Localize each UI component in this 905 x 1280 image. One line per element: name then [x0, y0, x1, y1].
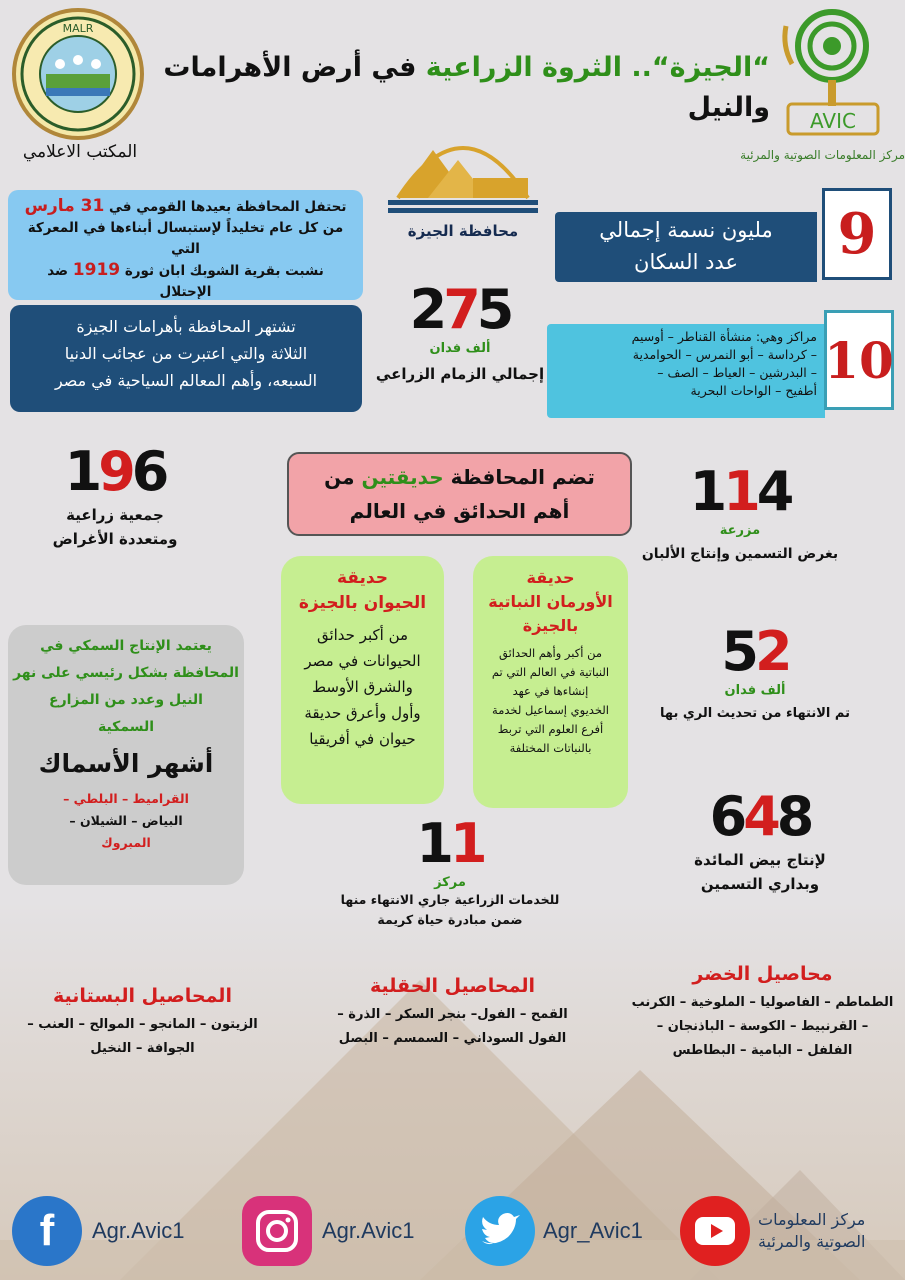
- gardens-banner: [287, 452, 632, 536]
- associations-line1: جمعية زراعية: [66, 506, 164, 524]
- service-centers-line1: للخدمات الزراعية جاري الانتهاء منها: [340, 892, 560, 907]
- fish-line1: يعتمد الإنتاج السمكي في: [40, 638, 212, 654]
- farmland-stat: [375, 278, 545, 386]
- farms-unit: مزرعة: [719, 523, 761, 538]
- centers-line2: – كرداسة – أبو النمرس – الحوامدية: [632, 347, 817, 362]
- orman-head1: حديقة: [526, 568, 575, 587]
- farms-stat: [640, 460, 840, 566]
- instagram-icon: [242, 1196, 312, 1266]
- fish-types-red1: القراميط – البلطي –: [63, 791, 189, 806]
- zoo-head1: حديقة: [337, 568, 388, 588]
- population-line1: مليون نسمة إجمالي: [599, 218, 773, 242]
- national-day-line1: تحتفل المحافظة بعيدها القومي في: [109, 199, 347, 215]
- centers-banner: [547, 310, 900, 422]
- centers-line3: – البدرشين – العياط – الصف –: [657, 365, 817, 380]
- zoo-line3: والشرق الأوسط: [312, 678, 413, 696]
- centers-line4: أطفيح – الواحات البحرية: [690, 383, 817, 398]
- ministry-caption: المكتب الاعلامي: [22, 142, 138, 162]
- orman-head2: الأورمان النباتية: [488, 592, 613, 611]
- national-day-line2: من كل عام تخليداً لإستبسال أبناءها في المعركة التي: [27, 220, 344, 257]
- ministry-logo: [12, 8, 144, 140]
- orman-line5: أفرع العلوم التي تربط: [497, 722, 604, 736]
- orman-line4: الخديوي إسماعيل لخدمة: [492, 703, 609, 717]
- horticulture-line2: الجوافة – النخيل: [90, 1041, 195, 1056]
- zoo-line4: وأول وأعرق حديقة: [304, 704, 421, 722]
- orman-line3: إنشاءها في عهد: [512, 684, 589, 698]
- horticulture-line1: الزيتون – المانجو – الموالح – العنب –: [27, 1017, 258, 1032]
- associations-line2: ومتعددة الأغراض: [52, 530, 178, 548]
- orman-line2: النباتية في العالم التي تم: [491, 665, 610, 679]
- giza-logo-text: محافظة الجيزة: [407, 222, 519, 240]
- poultry-stat: [660, 785, 860, 896]
- avic-logo-text: AVIC: [810, 109, 856, 133]
- zoo-line5: حيوان في أفريقيا: [309, 730, 416, 748]
- field-title: المحاصيل الحقلية: [370, 975, 535, 997]
- pyramids-note-line1: تشتهر المحافظة بأهرامات الجيزة: [76, 317, 296, 336]
- centers-line1: مراكز وهي: منشأة القناطر – أوسيم: [631, 329, 817, 344]
- instagram-handle: Agr.Avic1: [322, 1218, 415, 1243]
- title-wealth: الثروة الزراعية: [425, 52, 622, 83]
- youtube-line1: مركز المعلومات: [758, 1210, 866, 1229]
- twitter-handle: Agr_Avic1: [543, 1218, 643, 1243]
- horticulture-title: المحاصيل البستانية: [53, 985, 232, 1007]
- twitter-icon: [465, 1196, 535, 1266]
- field-crops: [320, 975, 585, 1051]
- avic-logo: [768, 6, 898, 146]
- national-day-box: [8, 190, 363, 300]
- twitter-link[interactable]: [465, 1192, 675, 1270]
- national-day-year: 1919: [72, 260, 121, 280]
- associations-stat: [30, 440, 200, 551]
- gardens-banner-green: حديقتين: [361, 465, 444, 489]
- zoo-line2: الحيوانات في مصر: [304, 652, 421, 670]
- ministry-logo-text: MALR: [62, 22, 94, 35]
- farmland-unit: ألف فدان: [429, 341, 491, 356]
- vegetables-title: محاصيل الخضر: [692, 963, 833, 985]
- irrigation-desc: تم الانتهاء من تحديث الري بها: [660, 706, 850, 721]
- associations-number: 196: [64, 440, 166, 503]
- facebook-handle: Agr.Avic1: [92, 1218, 185, 1243]
- vegetable-crops: [625, 963, 900, 1063]
- irrigation-stat: [660, 620, 850, 726]
- farms-number: 114: [689, 460, 791, 523]
- horticulture-crops: [10, 985, 275, 1061]
- title-rest: في أرض الأهرامات والنيل: [163, 52, 770, 123]
- poultry-number: 648: [709, 785, 811, 848]
- poultry-line2: وبداري التسمين: [700, 875, 820, 893]
- zoo-line1: من أكبر حدائق: [316, 626, 409, 644]
- poultry-line1: لإنتاج بيض المائدة: [694, 851, 826, 869]
- centers-number: 10: [824, 310, 894, 410]
- orman-line6: بالنباتات المختلفة: [509, 741, 592, 755]
- service-centers-number: 11: [416, 812, 484, 875]
- vegetables-line3: الفلفل – البامية – البطاطس: [672, 1043, 853, 1058]
- pyramids-note-line3: السبعه، وأهم المعالم السياحية في مصر: [54, 371, 318, 390]
- avic-caption: مركز المعلومات الصوتية والمرئية: [740, 148, 905, 162]
- service-centers-unit: مركز: [434, 875, 466, 890]
- farmland-desc: إجمالي الزمام الزراعي: [375, 365, 545, 383]
- zoo-garden-card: [281, 556, 444, 804]
- gardens-banner-post: من: [324, 465, 355, 489]
- pyramids-note-box: [10, 305, 362, 412]
- zoo-head2: الحيوان بالجيزة: [298, 593, 427, 613]
- farms-desc: بغرض التسمين وإنتاج الألبان: [641, 546, 839, 562]
- youtube-icon: [680, 1196, 750, 1266]
- farmland-number: 275: [409, 278, 511, 341]
- population-line2: عدد السكان: [634, 250, 738, 274]
- youtube-line2: الصوتية والمرئية: [758, 1232, 866, 1251]
- irrigation-number: 52: [721, 620, 789, 683]
- instagram-link[interactable]: [242, 1192, 457, 1270]
- youtube-link[interactable]: [680, 1192, 900, 1270]
- title-giza: “الجيزة“..: [631, 52, 770, 83]
- field-line2: الفول السوداني – السمسم – البصل: [338, 1031, 567, 1046]
- fish-line4: السمكية: [97, 719, 155, 735]
- orman-line1: من أكبر وأهم الحدائق: [499, 646, 602, 660]
- vegetables-line1: الطماطم – الفاصوليا – الملوخية – الكرنب: [631, 995, 894, 1010]
- fish-heading: أشهر الأسماك: [38, 749, 214, 778]
- fish-line2: المحافظة بشكل رئيسي على نهر: [13, 665, 239, 681]
- fish-box: [8, 625, 244, 885]
- vegetables-line2: – القرنبيط – الكوسة – الباذنجان –: [656, 1019, 869, 1034]
- pyramids-note-line2: الثلاثة والتي اعتبرت من عجائب الدنيا: [64, 344, 308, 363]
- national-day-date: 31 مارس: [24, 196, 105, 216]
- fish-types-red2: المبروك: [101, 835, 151, 850]
- national-day-line3-post: ضد الإحتلال: [47, 263, 212, 300]
- service-centers-line2: ضمن مبادرة حياة كريمة: [377, 912, 523, 927]
- population-number: 9: [822, 188, 892, 280]
- gardens-banner-pre: تضم المحافظة: [450, 465, 595, 489]
- fish-line3: النيل وعدد من المزارع: [49, 692, 203, 708]
- fish-types-black: البياض – الشيلان –: [69, 813, 183, 828]
- facebook-link[interactable]: [12, 1192, 227, 1270]
- giza-governorate-logo: [378, 108, 548, 238]
- national-day-line3: نشبت بقرية الشوبك ابان ثورة: [124, 263, 324, 279]
- service-centers-stat: [330, 812, 570, 930]
- population-banner: [555, 188, 900, 293]
- facebook-icon: f: [12, 1196, 82, 1266]
- orman-head3: بالجيزة: [522, 616, 579, 635]
- gardens-banner-line2: أهم الحدائق في العالم: [349, 499, 570, 523]
- irrigation-unit: ألف فدان: [724, 683, 786, 698]
- orman-garden-card: [473, 556, 628, 808]
- field-line1: القمح – الفول– بنجر السكر – الذرة –: [337, 1007, 568, 1022]
